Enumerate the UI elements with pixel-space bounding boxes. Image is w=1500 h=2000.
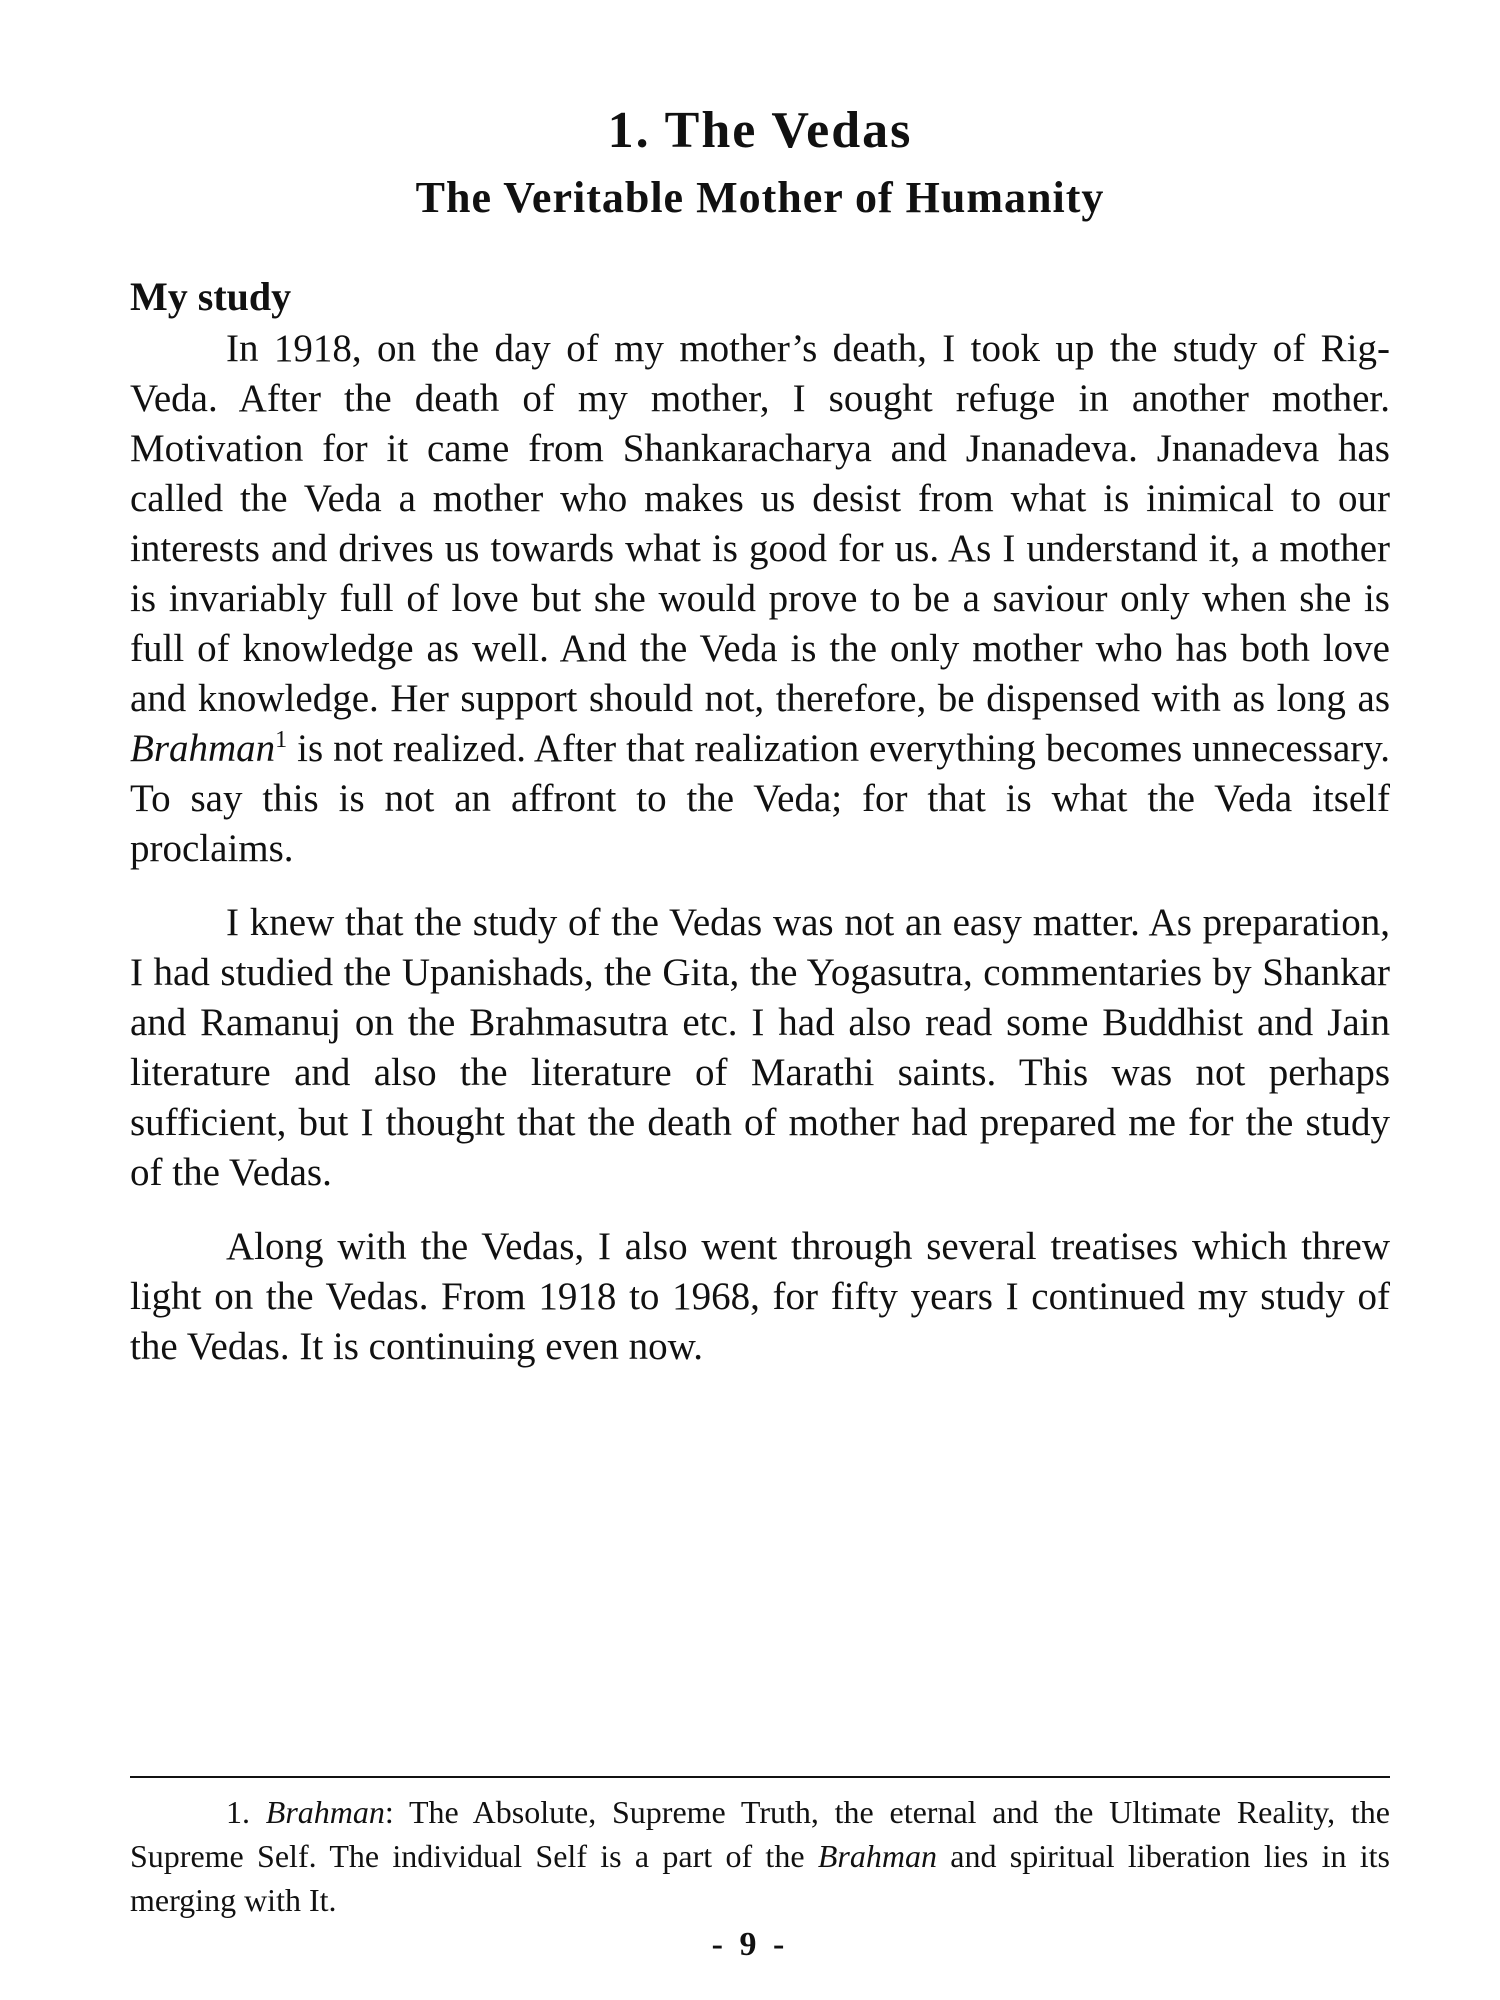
paragraph-3: Along with the Vedas, I also went through several treatises which threw light on the Vedas. From 1918 to 1968, for fifty years I continued my study of the Vedas. It is continuing even now.: [130, 1225, 1390, 1368]
footnote-text-b: and spiritual liberation lies in its merging with It.: [130, 1838, 1391, 1918]
footnote-term-2: Brahman: [817, 1838, 937, 1874]
footnote-divider: [130, 1776, 1390, 1778]
footnote-text-a: : The Absolute, Supreme Truth, the eternal and the Ultimate Reality, the Supreme Self. The individual Self is a part of the: [130, 1794, 1391, 1874]
paragraph-1: [130, 324, 1390, 874]
brahman-term: Brahman: [130, 727, 276, 770]
footnote-term: Brahman: [265, 1794, 385, 1830]
paragraph-1-text-a: In 1918, on the day of my mother’s death, I took up the study of Rig-Veda. After the death of my mother, I sought refuge in another mother. Motivation for it came from Shankaracharya and Jnanadeva. Jnanadeva has called the Veda a mother who makes us desist from what is inimical to our interests and drives us towards what is good for us. As I understand it, a mother is invariably full of love but she would prove to be a saviour only when she is full of knowledge as well. And the Veda is the only mother who has both love and knowledge. Her support should not, therefore, be dispensed with as long as: [130, 327, 1390, 720]
paragraph-1-text-b: is not realized. After that realization everything becomes unnecessary. To say this is not an affront to the Veda; for that is what the Veda itself proclaims.: [130, 727, 1390, 870]
footnote-marker: 1: [275, 727, 288, 753]
section-heading: My study: [130, 274, 292, 319]
page-number: - 9 -: [711, 1926, 789, 1963]
footnote: [130, 1790, 1390, 1922]
paragraph-2: I knew that the study of the Vedas was not an easy matter. As preparation, I had studied the Upanishads, the Gita, the Yogasutra, commentaries by Shankar and Ramanuj on the Brahmasutra etc. I had also read some Buddhist and Jain literature and also the literature of Marathi saints. This was not perhaps sufficient, but I thought that the death of mother had prepared me for the study of the Vedas.: [130, 901, 1390, 1194]
chapter-title: 1. The Vedas: [607, 102, 913, 159]
chapter-subtitle: The Veritable Mother of Humanity: [415, 173, 1105, 222]
footnote-number: 1.: [226, 1794, 266, 1830]
page-body: [130, 100, 1390, 1372]
